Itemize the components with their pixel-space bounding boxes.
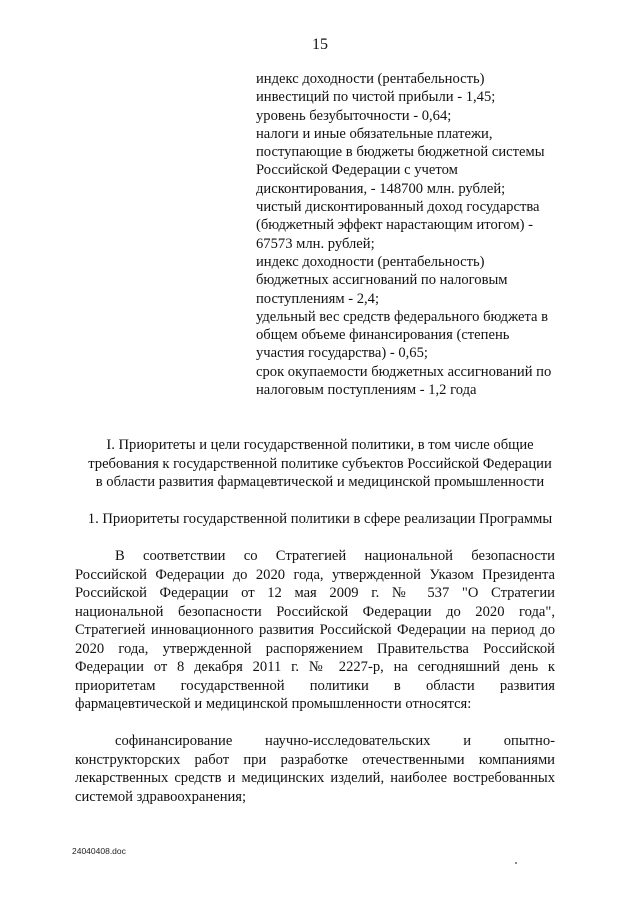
indicator-line: поступающие в бюджеты бюджетной системы <box>256 144 545 161</box>
document-code: 24040408.doc <box>72 846 126 856</box>
paragraph-line: Российской Федерации от 12 мая 2009 г. № 537 "О Стратегии <box>75 585 555 601</box>
indicator-line: поступлениям - 2,4; <box>256 290 380 307</box>
paragraph-strategy <box>75 547 555 714</box>
indicator-line: (бюджетный эффект нарастающим итогом) - <box>256 217 534 234</box>
paragraph-line: Стратегией инновационного развития Российской Федерации на период до <box>75 622 555 638</box>
indicator-line: инвестиций по чистой прибыли - 1,45; <box>256 89 496 106</box>
paragraph-line: Федерации от 8 декабря 2011 г. № 2227-р, на сегодняшний день к <box>75 659 555 675</box>
indicator-list <box>256 70 566 399</box>
paragraph-line: софинансирование научно-исследовательских и опытно- <box>115 733 555 749</box>
paragraph-line: конструкторских работ при разработке отечественными компаниями <box>75 751 555 768</box>
section-heading <box>60 436 580 492</box>
scan-speck <box>515 862 517 864</box>
paragraph-line: Российской Федерации до 2020 года, утвержденной Указом Президента <box>75 566 555 583</box>
paragraph-line: В соответствии со Стратегией национальной безопасности <box>115 548 555 564</box>
indicator-line: срок окупаемости бюджетных ассигнований по <box>256 363 552 380</box>
indicator-line: чистый дисконтированный доход государства <box>256 199 540 216</box>
indicator-line: индекс доходности (рентабельность) <box>256 71 485 87</box>
indicator-line: Российской Федерации с учетом <box>256 162 458 179</box>
section-heading-line: I. Приоритеты и цели государственной политики, в том числе общие <box>106 437 534 453</box>
paragraph-line: национальной безопасности Российской Федерации до 2020 года", <box>75 603 555 620</box>
indicator-line: 67573 млн. рублей; <box>256 235 375 252</box>
indicator-line: дисконтирования, - 148700 млн. рублей; <box>256 180 506 197</box>
paragraph-line: 2020 года, утвержденной распоряжением Правительства Российской <box>75 640 555 657</box>
indicator-line: налоги и иные обязательные платежи, <box>256 125 493 142</box>
indicator-line: удельный вес средств федерального бюджета в <box>256 308 549 325</box>
paragraph-line: системой здравоохранения; <box>75 788 247 805</box>
indicator-line: индекс доходности (рентабельность) <box>256 253 485 270</box>
paragraph-line: лекарственных средств и медицинских изделий, наиболее востребованных <box>75 770 555 786</box>
subsection-heading-line: 1. Приоритеты государственной политики в сфере реализации Программы <box>87 511 553 527</box>
subsection-heading <box>60 510 580 529</box>
paragraph-line: приоритетам государственной политики в области развития <box>75 677 555 694</box>
indicator-line: налоговым поступлениям - 1,2 года <box>256 382 477 399</box>
indicator-line: уровень безубыточности - 0,64; <box>256 107 452 124</box>
page-number: 15 <box>312 36 328 53</box>
indicator-line: общем объеме финансирования (степень <box>256 327 510 344</box>
section-heading-line: в области развития фармацевтической и медицинской промышленности <box>95 474 545 490</box>
paragraph-cofinancing <box>75 732 555 806</box>
indicator-line: участия государства) - 0,65; <box>256 345 428 362</box>
indicator-line: бюджетных ассигнований по налоговым <box>256 272 508 289</box>
paragraph-line: фармацевтической и медицинской промышленности относятся: <box>75 696 472 712</box>
section-heading-line: требования к государственной политике субъектов Российской Федерации <box>88 455 552 472</box>
